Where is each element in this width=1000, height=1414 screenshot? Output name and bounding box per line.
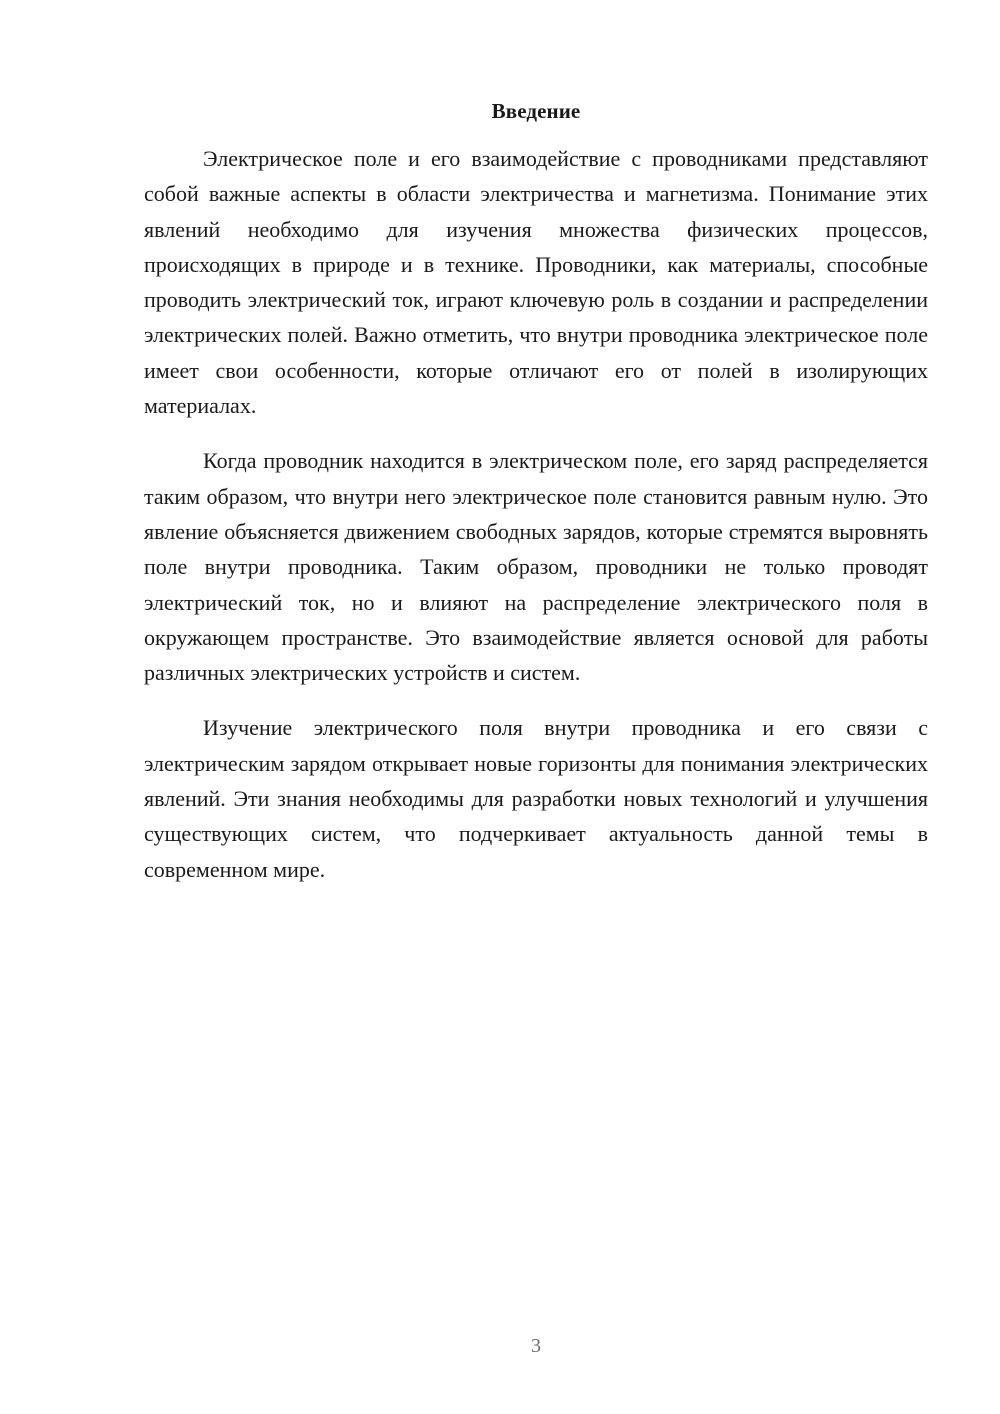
- page-content: [144, 94, 928, 887]
- section-heading: Введение: [491, 99, 581, 123]
- page-number: 3: [531, 1335, 541, 1357]
- paragraph-2: Когда проводник находится в электрическом поле, его заряд распределяется таким образом, что внутри него электрическое поле становится равным нулю. Это явление объясняется движением свободных зарядов, которые стремятся выровнять поле внутри проводника. Таким образом, проводники не только проводят электрический ток, но и влияют на распределение электрического поля в окружающем пространстве. Это взаимодействие является основой для работы различных электрических устройств и систем.: [144, 448, 928, 686]
- paragraph-1: Электрическое поле и его взаимодействие с проводниками представляют собой важные аспекты в области электричества и магнетизма. Понимание этих явлений необходимо для изучения множества физических процессов, происходящих в природе и в технике. Проводники, как материалы, способные проводить электрический ток, играют ключевую роль в создании и распределении электрических полей. Важно отметить, что внутри проводника электрическое поле имеет свои особенности, которые отличают его от полей в изолирующих материалах.: [144, 146, 928, 419]
- paragraph-3: Изучение электрического поля внутри проводника и его связи с электрическим зарядом открывает новые горизонты для понимания электрических явлений. Эти знания необходимы для разработки новых технологий и улучшения существующих систем, что подчеркивает актуальность данной темы в современном мире.: [144, 715, 928, 882]
